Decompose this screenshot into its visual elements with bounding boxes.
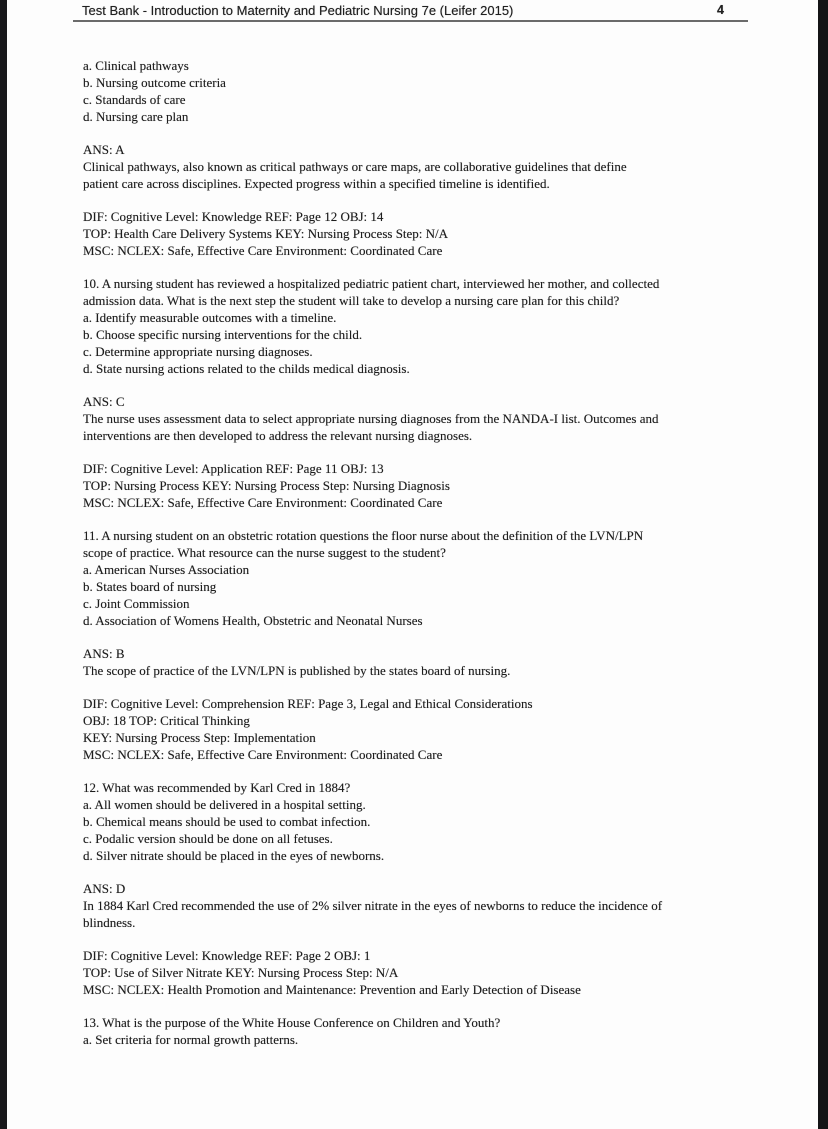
text-line: DIF: Cognitive Level: Application REF: Page 11 OBJ: 13 <box>83 461 384 476</box>
text-line: admission data. What is the next step the student will take to develop a nursing care plan for this child? <box>83 293 620 308</box>
text-line: b. States board of nursing <box>83 579 217 594</box>
text-line: d. Silver nitrate should be placed in the eyes of newborns. <box>83 848 385 863</box>
paragraph-block <box>83 947 773 998</box>
text-line: a. Set criteria for normal growth patterns. <box>83 1032 299 1047</box>
screen-edge-left <box>0 0 7 1129</box>
text-line: interventions are then developed to address the relevant nursing diagnoses. <box>83 428 473 443</box>
text-line: ANS: B <box>83 646 125 661</box>
text-line: Clinical pathways, also known as critical pathways or care maps, are collaborative guidelines that define <box>83 159 627 174</box>
text-line: The nurse uses assessment data to select appropriate nursing diagnoses from the NANDA-I list. Outcomes and <box>83 411 659 426</box>
text-line: b. Choose specific nursing interventions for the child. <box>83 327 363 342</box>
text-line: blindness. <box>83 915 136 930</box>
text-line: b. Chemical means should be used to combat infection. <box>83 814 371 829</box>
text-line: d. Association of Womens Health, Obstetric and Neonatal Nurses <box>83 613 423 628</box>
paragraph-block <box>83 275 773 377</box>
text-line: patient care across disciplines. Expected progress within a specified timeline is identified. <box>83 176 550 191</box>
document-title: Test Bank - Introduction to Maternity and Pediatric Nursing 7e (Leifer 2015) <box>82 3 514 18</box>
screen-edge-right <box>818 0 828 1129</box>
paragraph-block <box>83 1014 773 1048</box>
paragraph-block <box>83 645 773 679</box>
page-number: 4 <box>717 3 724 17</box>
text-line: a. American Nurses Association <box>83 562 250 577</box>
page-header <box>73 0 748 22</box>
text-line: MSC: NCLEX: Health Promotion and Maintenance: Prevention and Early Detection of Disease <box>83 982 581 997</box>
text-line: b. Nursing outcome criteria <box>83 75 226 90</box>
text-line: MSC: NCLEX: Safe, Effective Care Environment: Coordinated Care <box>83 243 443 258</box>
text-line: d. Nursing care plan <box>83 109 189 124</box>
text-line: 13. What is the purpose of the White House Conference on Children and Youth? <box>83 1015 501 1030</box>
paragraph-block <box>83 880 773 931</box>
text-line: 10. A nursing student has reviewed a hospitalized pediatric patient chart, interviewed her mother, and collected <box>83 276 660 291</box>
text-line: TOP: Nursing Process KEY: Nursing Process Step: Nursing Diagnosis <box>83 478 450 493</box>
text-line: DIF: Cognitive Level: Comprehension REF: Page 3, Legal and Ethical Considerations <box>83 696 533 711</box>
paragraph-block <box>83 208 773 259</box>
text-line: ANS: C <box>83 394 125 409</box>
text-line: c. Standards of care <box>83 92 186 107</box>
paragraph-block <box>83 695 773 763</box>
text-line: c. Determine appropriate nursing diagnoses. <box>83 344 313 359</box>
text-line: DIF: Cognitive Level: Knowledge REF: Page 12 OBJ: 14 <box>83 209 384 224</box>
text-line: c. Joint Commission <box>83 596 190 611</box>
paragraph-block <box>83 57 773 125</box>
text-line: 12. What was recommended by Karl Cred in 1884? <box>83 780 351 795</box>
text-line: ANS: A <box>83 142 125 157</box>
paragraph-block <box>83 527 773 629</box>
text-line: TOP: Use of Silver Nitrate KEY: Nursing Process Step: N/A <box>83 965 399 980</box>
text-line: In 1884 Karl Cred recommended the use of 2% silver nitrate in the eyes of newborns to reduce the incidence of <box>83 898 663 913</box>
text-line: d. State nursing actions related to the childs medical diagnosis. <box>83 361 410 376</box>
text-line: TOP: Health Care Delivery Systems KEY: Nursing Process Step: N/A <box>83 226 449 241</box>
text-line: OBJ: 18 TOP: Critical Thinking <box>83 713 250 728</box>
text-line: KEY: Nursing Process Step: Implementation <box>83 730 316 745</box>
text-line: a. Clinical pathways <box>83 58 189 73</box>
text-line: 11. A nursing student on an obstetric rotation questions the floor nurse about the definition of the LVN/LPN <box>83 528 644 543</box>
text-line: a. Identify measurable outcomes with a timeline. <box>83 310 337 325</box>
paragraph-block <box>83 460 773 511</box>
paragraph-block <box>83 393 773 444</box>
text-line: c. Podalic version should be done on all fetuses. <box>83 831 333 846</box>
text-line: ANS: D <box>83 881 126 896</box>
paragraph-block <box>83 779 773 864</box>
text-line: MSC: NCLEX: Safe, Effective Care Environment: Coordinated Care <box>83 747 443 762</box>
text-line: scope of practice. What resource can the nurse suggest to the student? <box>83 545 446 560</box>
text-line: MSC: NCLEX: Safe, Effective Care Environment: Coordinated Care <box>83 495 443 510</box>
text-line: DIF: Cognitive Level: Knowledge REF: Page 2 OBJ: 1 <box>83 948 371 963</box>
paragraph-block <box>83 141 773 192</box>
text-line: The scope of practice of the LVN/LPN is published by the states board of nursing. <box>83 663 511 678</box>
text-line: a. All women should be delivered in a hospital setting. <box>83 797 366 812</box>
document-body <box>83 57 773 1064</box>
